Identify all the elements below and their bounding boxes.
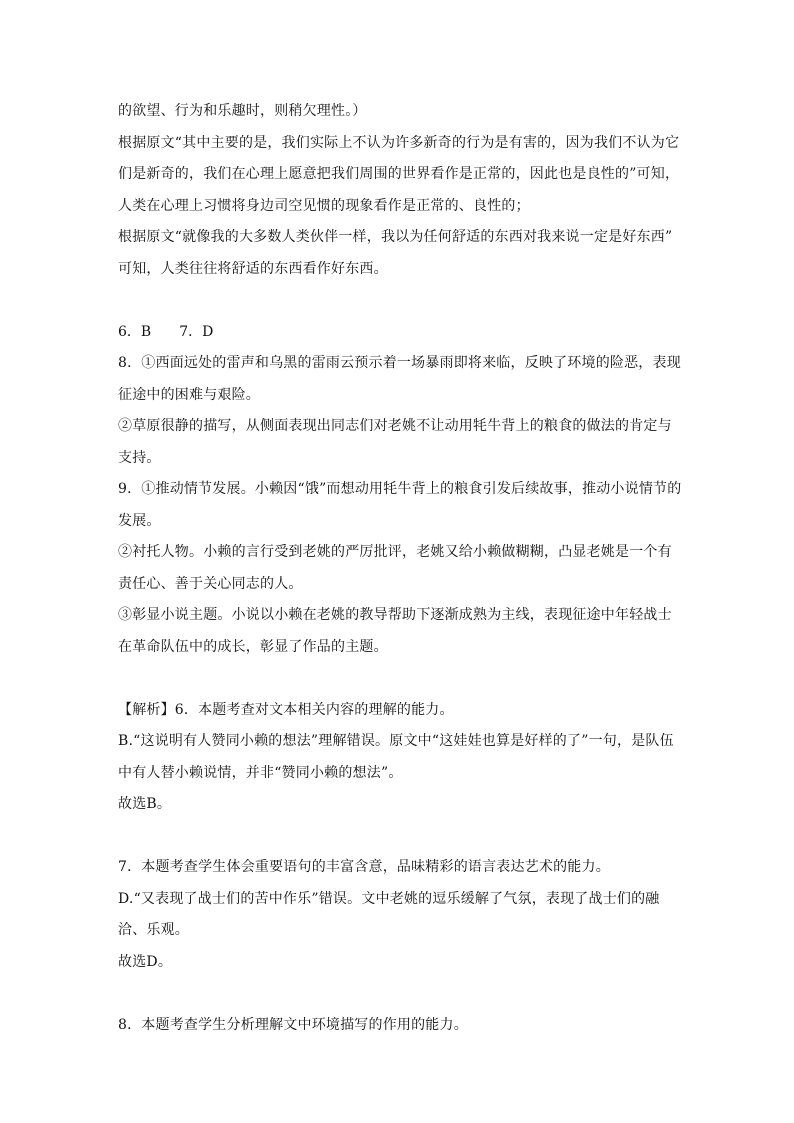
document-page	[118, 96, 682, 1041]
text-line: 故选B。	[118, 796, 172, 812]
text-line: 8．本题考查学生分析理解文中环境描写的作用的能力。	[118, 1016, 468, 1033]
text-line: 根据原文“其中主要的是，我们实际上不认为许多新奇的行为是有害的，因为我们不认为它	[118, 134, 680, 151]
text-line: ③彰显小说主题。小说以小赖在老姚的教导帮助下逐渐成熟为主线，表现征途中年轻战士	[118, 607, 672, 623]
short-answers-block	[118, 348, 682, 663]
text-line: ②草原很静的描写，从侧面表现出同志们对老姚不让动用牦牛背上的粮食的做法的肯定与	[118, 418, 672, 434]
text-line: 洽、乐观。	[118, 922, 189, 938]
text-line: 征途中的困难与艰险。	[118, 386, 260, 403]
text-line: 的欲望、行为和乐趣时，则稍欠理性。）	[118, 103, 367, 119]
text-line: B.“这说明有人赞同小赖的想法”理解错误。原文中“这娃娃也算是好样的了”一句，是队伍	[118, 733, 674, 749]
text-line: 根据原文“就像我的大多数人类伙伴一样，我以为任何舒适的东西对我来说一定是好东西”	[118, 229, 673, 245]
answer-q7: 7．D	[179, 323, 214, 340]
text-line: 8．①西面远处的雷声和乌黑的雷雨云预示着一场暴雨即将来临，反映了环境的险恶，表现	[118, 355, 681, 371]
text-line: ②衬托人物。小赖的言行受到老姚的严厉批评，老姚又给小赖做糊糊，凸显老姚是一个有	[118, 544, 672, 560]
spacer	[118, 978, 678, 1010]
choice-answers	[118, 317, 678, 349]
text-line: D.“又表现了战士们的苦中作乐”错误。文中老姚的逗乐缓解了气氛，表现了战士们的融	[118, 890, 660, 907]
text-line: 可知，人类往往将舒适的东西看作好东西。	[118, 260, 388, 277]
text-line: 们是新奇的，我们在心理上愿意把我们周围的世界看作是正常的，因此也是良性的”可知，	[118, 166, 680, 182]
text-line: 人类在心理上习惯将身边司空见惯的现象看作是正常的、良性的；	[118, 197, 530, 214]
spacer	[118, 663, 678, 695]
text-line: 故选D。	[118, 953, 173, 970]
text-line: 7．本题考查学生体会重要语句的丰富含意，品味精彩的语言表达艺术的能力。	[118, 859, 610, 875]
text-line: 中有人替小赖说情，并非“赞同小赖的想法”。	[118, 764, 403, 781]
text-line: 支持。	[118, 449, 161, 466]
text-line: 【解析】6．本题考查对文本相关内容的理解的能力。	[118, 701, 454, 718]
text-line: 在革命队伍中的成长，彰显了作品的主题。	[118, 638, 388, 655]
spacer	[118, 285, 678, 317]
spacer	[118, 821, 678, 853]
text-line: 责任心、善于关心同志的人。	[118, 575, 303, 592]
explanation-q7-block	[118, 852, 678, 978]
text-line: 发展。	[118, 512, 161, 529]
text-line: 9．①推动情节发展。小赖因“饿”而想动用牦牛背上的粮食引发后续故事，推动小说情节的	[118, 481, 682, 497]
passage-analysis-block	[118, 96, 678, 285]
explanation-q8-block	[118, 1010, 678, 1042]
answer-q6: 6．B	[118, 323, 152, 340]
explanation-q6-block	[118, 695, 678, 821]
